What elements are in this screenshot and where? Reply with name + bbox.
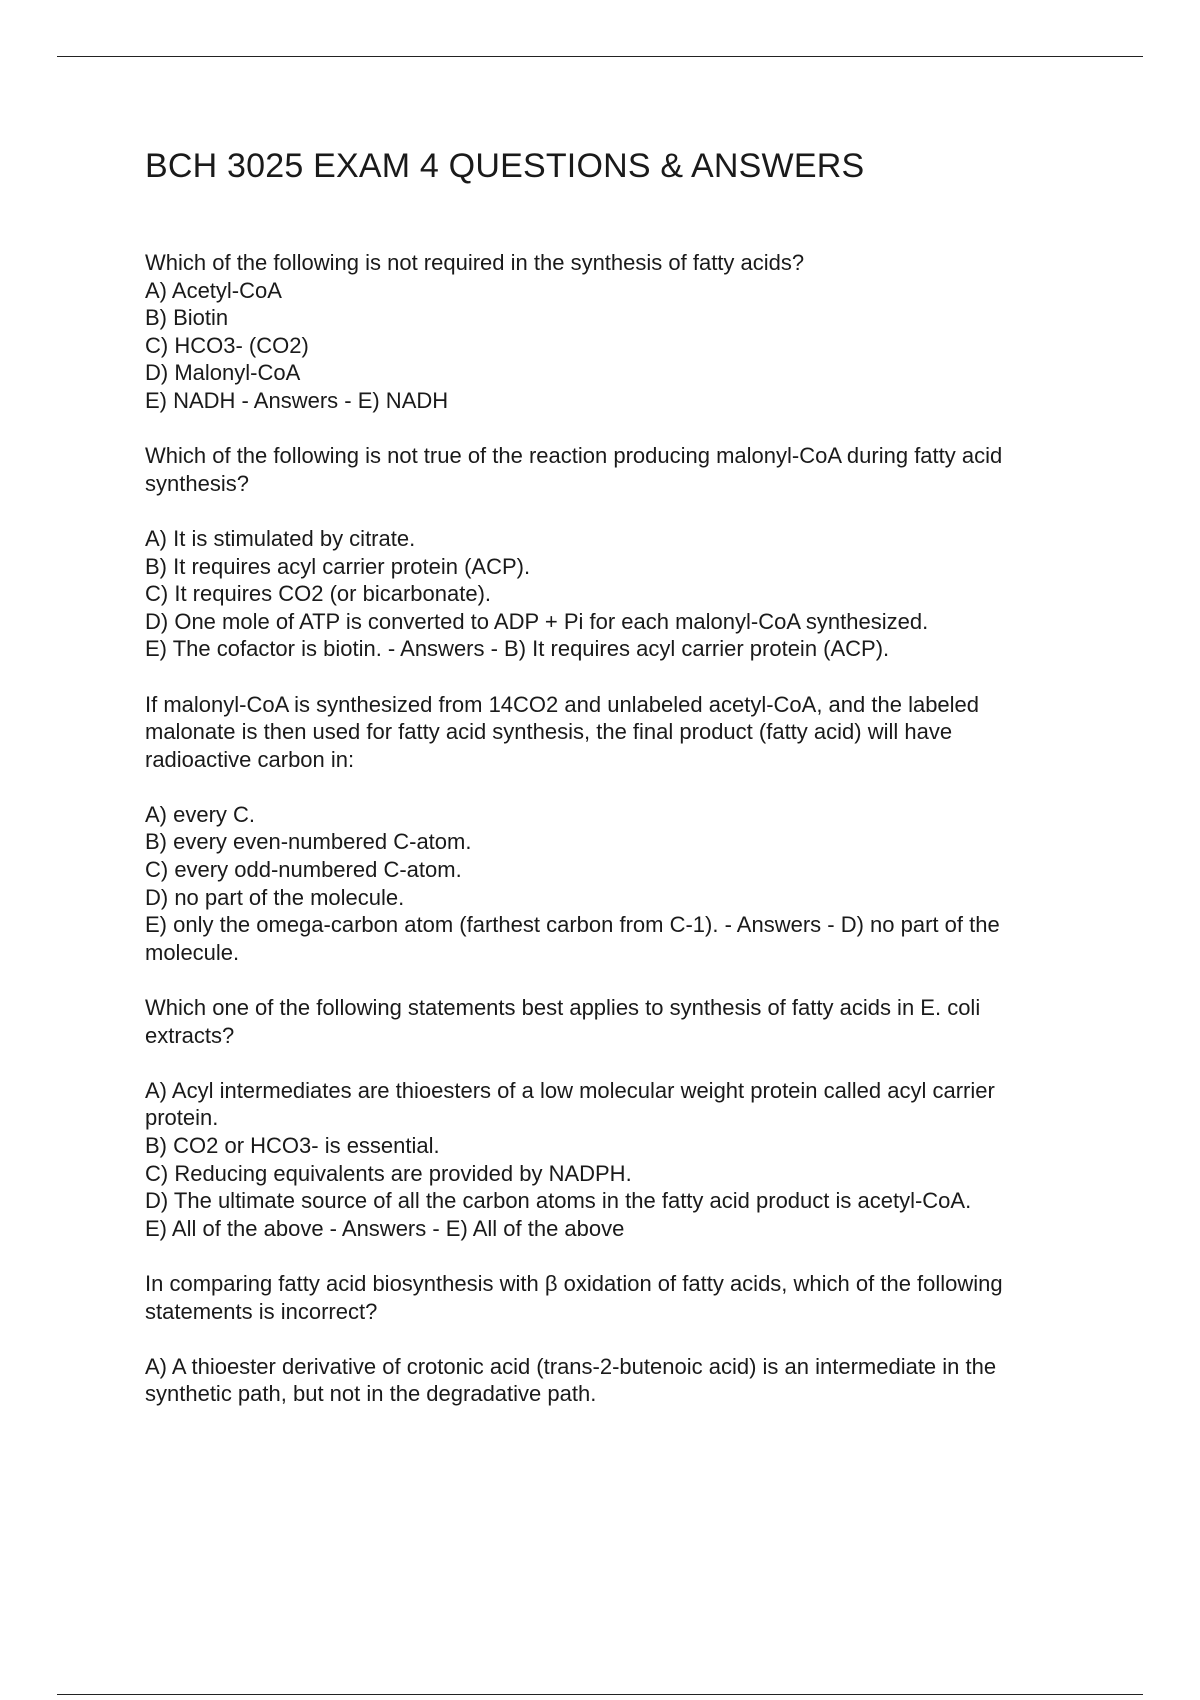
spacer [145, 497, 1100, 525]
answer-option: B) CO2 or HCO3- is essential. [145, 1133, 440, 1158]
answer-option: B) It requires acyl carrier protein (ACP). [145, 553, 531, 579]
question-stem-line: Which of the following is not required in the synthesis of fatty acids? [145, 250, 805, 275]
question-stem-line: Which one of the following statements best applies to synthesis of fatty acids in E. coli [145, 995, 981, 1021]
document-body [145, 143, 1100, 1436]
spacer [145, 773, 1100, 801]
question-1 [145, 249, 1100, 415]
answer-option: E) only the omega-carbon atom (farthest carbon from C-1). - Answers - D) no part of the [145, 912, 1000, 938]
question-4 [145, 994, 1100, 1242]
question-2 [145, 442, 1100, 663]
question-stem-line: In comparing fatty acid biosynthesis with β oxidation of fatty acids, which of the following [145, 1270, 1003, 1296]
question-stem-line: synthesis? [145, 470, 249, 496]
spacer [145, 1049, 1100, 1077]
answer-option: D) The ultimate source of all the carbon atoms in the fatty acid product is acetyl-CoA. [145, 1188, 972, 1214]
question-stem-line: Which of the following is not true of the reaction producing malonyl-CoA during fatty acid [145, 443, 1003, 469]
answer-option: C) It requires CO2 (or bicarbonate). [145, 581, 492, 607]
question-stem-line: extracts? [145, 1022, 235, 1048]
answer-option: B) Biotin [145, 305, 229, 331]
answer-option: A) Acyl intermediates are thioesters of a low molecular weight protein called acyl carrier [145, 1077, 995, 1103]
answer-option: protein. [145, 1105, 219, 1131]
answer-option: A) It is stimulated by citrate. [145, 525, 416, 551]
answer-option: D) no part of the molecule. [145, 884, 405, 910]
answer-option: A) A thioester derivative of crotonic acid (trans-2-butenoic acid) is an intermediate in the [145, 1353, 997, 1379]
answer-option: A) Acetyl-CoA [145, 277, 282, 303]
answer-option: C) Reducing equivalents are provided by NADPH. [145, 1160, 632, 1186]
bottom-rule [57, 1694, 1143, 1695]
question-stem-line: radioactive carbon in: [145, 746, 355, 772]
question-stem-line: statements is incorrect? [145, 1298, 378, 1324]
answer-option: D) One mole of ATP is converted to ADP + Pi for each malonyl-CoA synthesized. [145, 608, 929, 634]
page-title: BCH 3025 EXAM 4 QUESTIONS & ANSWERS [145, 147, 865, 185]
question-stem-line: malonate is then used for fatty acid synthesis, the final product (fatty acid) will have [145, 719, 953, 745]
answer-option: C) every odd-numbered C-atom. [145, 857, 462, 883]
top-rule [57, 56, 1143, 57]
answer-option: B) every even-numbered C-atom. [145, 829, 472, 855]
question-5 [145, 1270, 1100, 1408]
answer-option: synthetic path, but not in the degradative path. [145, 1381, 597, 1407]
answer-option: D) Malonyl-CoA [145, 360, 301, 386]
answer-option: E) All of the above - Answers - E) All of the above [145, 1215, 625, 1241]
spacer [145, 1325, 1100, 1353]
answer-option: molecule. [145, 939, 240, 965]
question-3 [145, 691, 1100, 967]
answer-option: A) every C. [145, 801, 256, 827]
answer-option: E) The cofactor is biotin. - Answers - B) It requires acyl carrier protein (ACP). [145, 636, 890, 662]
answer-option: C) HCO3- (CO2) [145, 332, 309, 358]
answer-option: E) NADH - Answers - E) NADH [145, 387, 449, 413]
question-stem-line: If malonyl-CoA is synthesized from 14CO2 and unlabeled acetyl-CoA, and the labeled [145, 691, 980, 717]
